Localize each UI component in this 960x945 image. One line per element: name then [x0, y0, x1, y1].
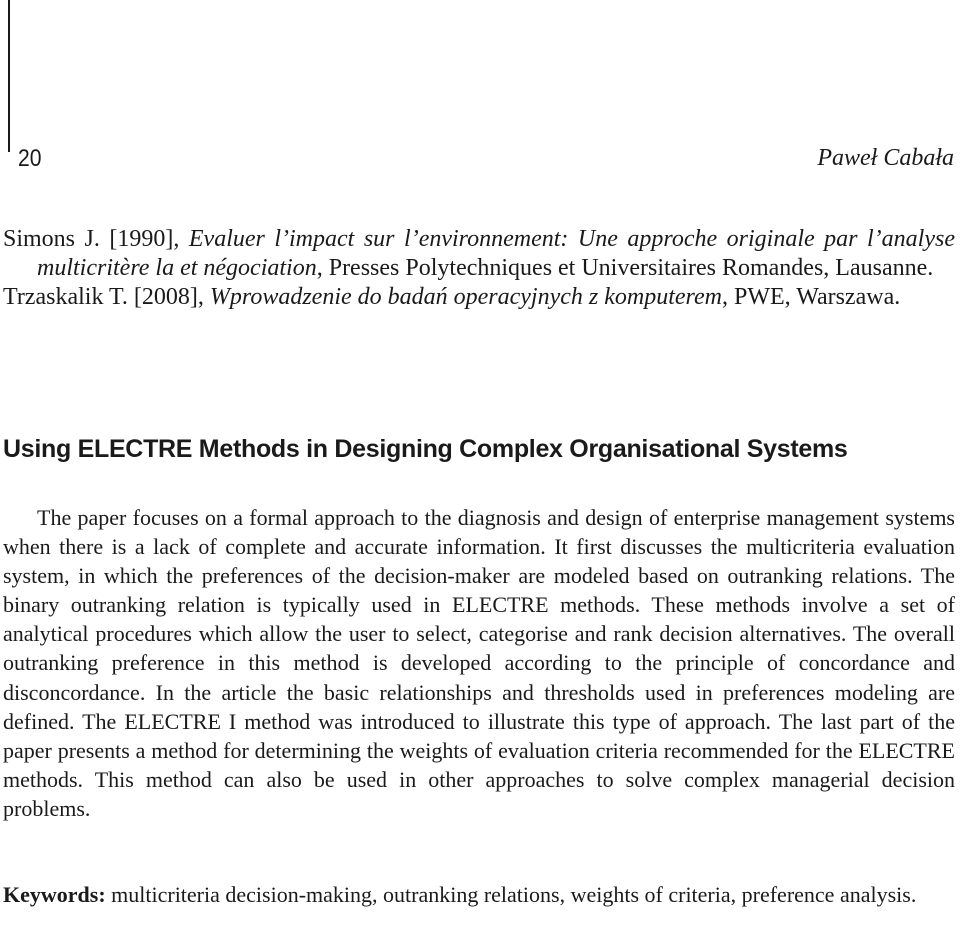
- keywords-paragraph: [3, 880, 955, 910]
- reference-details: , Presses Polytechniques et Universitaires Romandes, Lausanne.: [316, 255, 934, 281]
- keywords-label: Keywords:: [3, 882, 106, 907]
- reference-title: Evaluer l’impact sur l’environnement: Une approche originale par l’analyse multicritère la et négociation: [37, 226, 955, 281]
- reference-details: , PWE, Warszawa.: [721, 284, 901, 310]
- keywords-text: multicriteria decision-making, outranking relations, weights of criteria, preference analysis.: [105, 882, 917, 907]
- reference-title: Wprowadzenie do badań operacyjnych z komputerem: [209, 284, 722, 310]
- reference-authors: Simons J. [1990],: [3, 226, 189, 252]
- running-head-author: Paweł Cabała: [817, 145, 954, 171]
- paper-title: Using ELECTRE Methods in Designing Complex Organisational Systems: [3, 435, 848, 463]
- reference-item: [3, 225, 955, 283]
- reference-item: [3, 283, 955, 312]
- page-number: 20: [18, 145, 42, 172]
- running-head: [18, 145, 954, 179]
- margin-rule: [8, 0, 10, 152]
- reference-authors: Trzaskalik T. [2008],: [3, 284, 210, 310]
- reference-list: [3, 225, 955, 312]
- abstract-paragraph: The paper focuses on a formal approach to the diagnosis and design of enterprise management systems when there is a lack of complete and accurate information. It first discusses the multicriteria evaluation system, in which the preferences of the decision-maker are modeled based on outranking relations. The binary outranking relation is typically used in ELECTRE methods. These methods involve a set of analytical procedures which allow the user to select, categorise and rank decision alternatives. The overall outranking preference in this method is developed according to the principle of concordance and disconcordance. In the article the basic relationships and thresholds used in preferences modeling are defined. The ELECTRE I method was introduced to illustrate this type of approach. The last part of the paper presents a method for determining the weights of evaluation criteria recommended for the ELECTRE methods. This method can also be used in other approaches to solve complex managerial decision problems.: [3, 505, 955, 821]
